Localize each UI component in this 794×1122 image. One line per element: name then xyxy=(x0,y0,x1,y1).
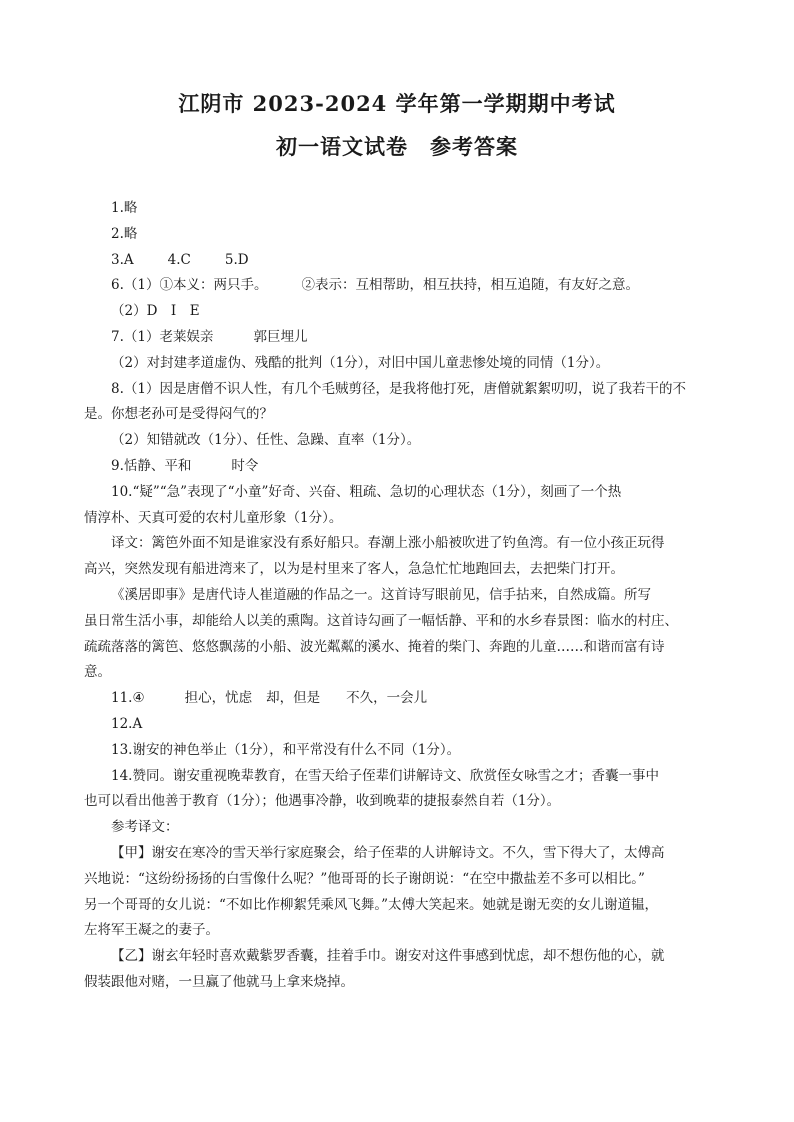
answer-line xyxy=(84,712,714,738)
answer-text: 也可以看出他善于教育（1分）；他遇事冷静，收到晚辈的捷报泰然自若（1分）。 xyxy=(84,793,561,810)
answer-line xyxy=(84,196,714,222)
answer-line xyxy=(84,893,714,919)
answer-line xyxy=(84,299,714,325)
document-subtitle: 初一语文试卷 参考答案 xyxy=(276,134,518,159)
answer-text: 8.（1）因是唐僧不识人性，有几个毛贼剪径，是我将他打死，唐僧就絮絮叨叨，说了我若干的不 xyxy=(111,380,686,397)
answer-text: （2）知错就改（1分）、任性、急躁、直率（1分）。 xyxy=(111,432,421,449)
answer-text: 兴地说：“这纷纷扬扬的白雪像什么呢？”他哥哥的长子谢朗说：“在空中撒盐差不多可以相比。” xyxy=(84,870,645,887)
answer-line xyxy=(84,867,714,893)
answer-line xyxy=(84,789,714,815)
answer-line xyxy=(84,609,714,635)
answer-text: （2）对封建孝道虚伪、残酷的批判（1分），对旧中国儿童悲惨处境的同情（1分）。 xyxy=(111,354,610,371)
answer-line xyxy=(84,377,714,403)
answer-text: 12.A xyxy=(111,715,143,732)
answer-line xyxy=(84,583,714,609)
answer-text: 参考译文： xyxy=(111,819,179,836)
answer-line xyxy=(84,273,714,299)
answer-text: 意。 xyxy=(84,664,111,681)
answer-text: 10.“疑”“急”表现了“小童”好奇、兴奋、粗疏、急切的心理状态（1分），刻画了一个热 xyxy=(111,483,622,500)
answer-line xyxy=(84,686,714,712)
answer-text: 左将军王凝之的妻子。 xyxy=(84,922,219,939)
answer-text: 高兴，突然发现有船进湾来了，以为是村里来了客人，急急忙忙地跑回去，去把柴门打开。 xyxy=(84,561,624,578)
answer-text: 5.D xyxy=(224,251,249,268)
answer-text: 情淳朴、天真可爱的农村儿童形象（1分）。 xyxy=(84,509,343,526)
answer-line xyxy=(84,222,714,248)
answer-line xyxy=(84,531,714,557)
answer-text: 担心，忧虑 xyxy=(184,690,253,707)
answer-line xyxy=(84,480,714,506)
answer-text: 7.（1）老莱娱亲 xyxy=(111,328,214,345)
answer-line xyxy=(84,635,714,661)
answer-line xyxy=(84,738,714,764)
answer-line xyxy=(84,506,714,532)
answer-line xyxy=(84,764,714,790)
answer-body xyxy=(84,196,714,996)
answer-text: 【乙】谢玄年轻时喜欢戴紫罗香囊，挂着手巾。谢安对这件事感到忧虑，却不想伤他的心，就 xyxy=(111,948,665,965)
answer-line xyxy=(84,248,714,274)
answer-text: 【甲】谢安在寒冷的雪天举行家庭聚会，给子侄辈的人讲解诗文。不久，雪下得大了，太傅高 xyxy=(111,844,665,861)
answer-text: 11.④ xyxy=(111,690,145,707)
answer-text: 译文：篱笆外面不知是谁家没有系好船只。春潮上涨小船被吹进了钓鱼湾。有一位小孩正玩得 xyxy=(111,535,665,552)
answer-text: 却，但是 xyxy=(266,690,321,707)
answer-text: 另一个哥哥的女儿说：“不如比作柳絮凭乘风飞舞。”太傅大笑起来。她就是谢无奕的女儿谢道韫， xyxy=(84,896,659,913)
answer-text: 《溪居即事》是唐代诗人崔道融的作品之一。这首诗写眼前见，信手拈来，自然成篇。所写 xyxy=(111,586,651,603)
answer-text: 4.C xyxy=(167,251,191,268)
answer-text: 1.略 xyxy=(111,200,138,216)
document-title: 江阴市 2023-2024 学年第一学期期中考试 xyxy=(178,91,616,116)
answer-line xyxy=(84,841,714,867)
answer-text: 不久，一会儿 xyxy=(346,690,428,707)
answer-line xyxy=(84,325,714,351)
answer-line xyxy=(84,428,714,454)
answer-line xyxy=(84,815,714,841)
answer-text: 虽日常生活小事，却能给人以美的熏陶。这首诗勾画了一幅恬静、平和的水乡春景图：临水的村庄、 xyxy=(84,612,678,629)
answer-line xyxy=(84,402,714,428)
answer-line xyxy=(84,454,714,480)
answer-text: 6.（1）①本义：两只手。 xyxy=(111,277,268,294)
answer-text: 14.赞同。谢安重视晚辈教育，在雪天给子侄辈们讲解诗文、欣赏侄女咏雪之才；香囊一事中 xyxy=(111,767,659,784)
answer-text: （2）D I E xyxy=(111,303,200,320)
answer-text: 9.恬静、平和 xyxy=(111,457,192,474)
answer-text: 13.谢安的神色举止（1分），和平常没有什么不同（1分）。 xyxy=(111,741,461,758)
answer-text: 郭巨埋儿 xyxy=(253,328,308,345)
answer-text: 2.略 xyxy=(111,225,138,242)
answer-line xyxy=(84,351,714,377)
answer-text: 疏疏落落的篱笆、悠悠飘荡的小船、波光粼粼的溪水、掩着的柴门、奔跑的儿童……和谐而富有诗 xyxy=(84,638,665,655)
answer-text: ②表示：互相帮助，相互扶持，相互追随，有友好之意。 xyxy=(301,277,639,294)
answer-line xyxy=(84,557,714,583)
answer-text: 3.A xyxy=(111,251,134,268)
answer-text: 假装跟他对赌，一旦赢了他就马上拿来烧掉。 xyxy=(84,973,354,990)
answer-line xyxy=(84,660,714,686)
answer-text: 时令 xyxy=(231,457,259,474)
answer-line xyxy=(84,970,714,996)
answer-line xyxy=(84,918,714,944)
answer-text: 是。你想老孙可是受得闷气的？ xyxy=(84,406,273,423)
answer-line xyxy=(84,944,714,970)
